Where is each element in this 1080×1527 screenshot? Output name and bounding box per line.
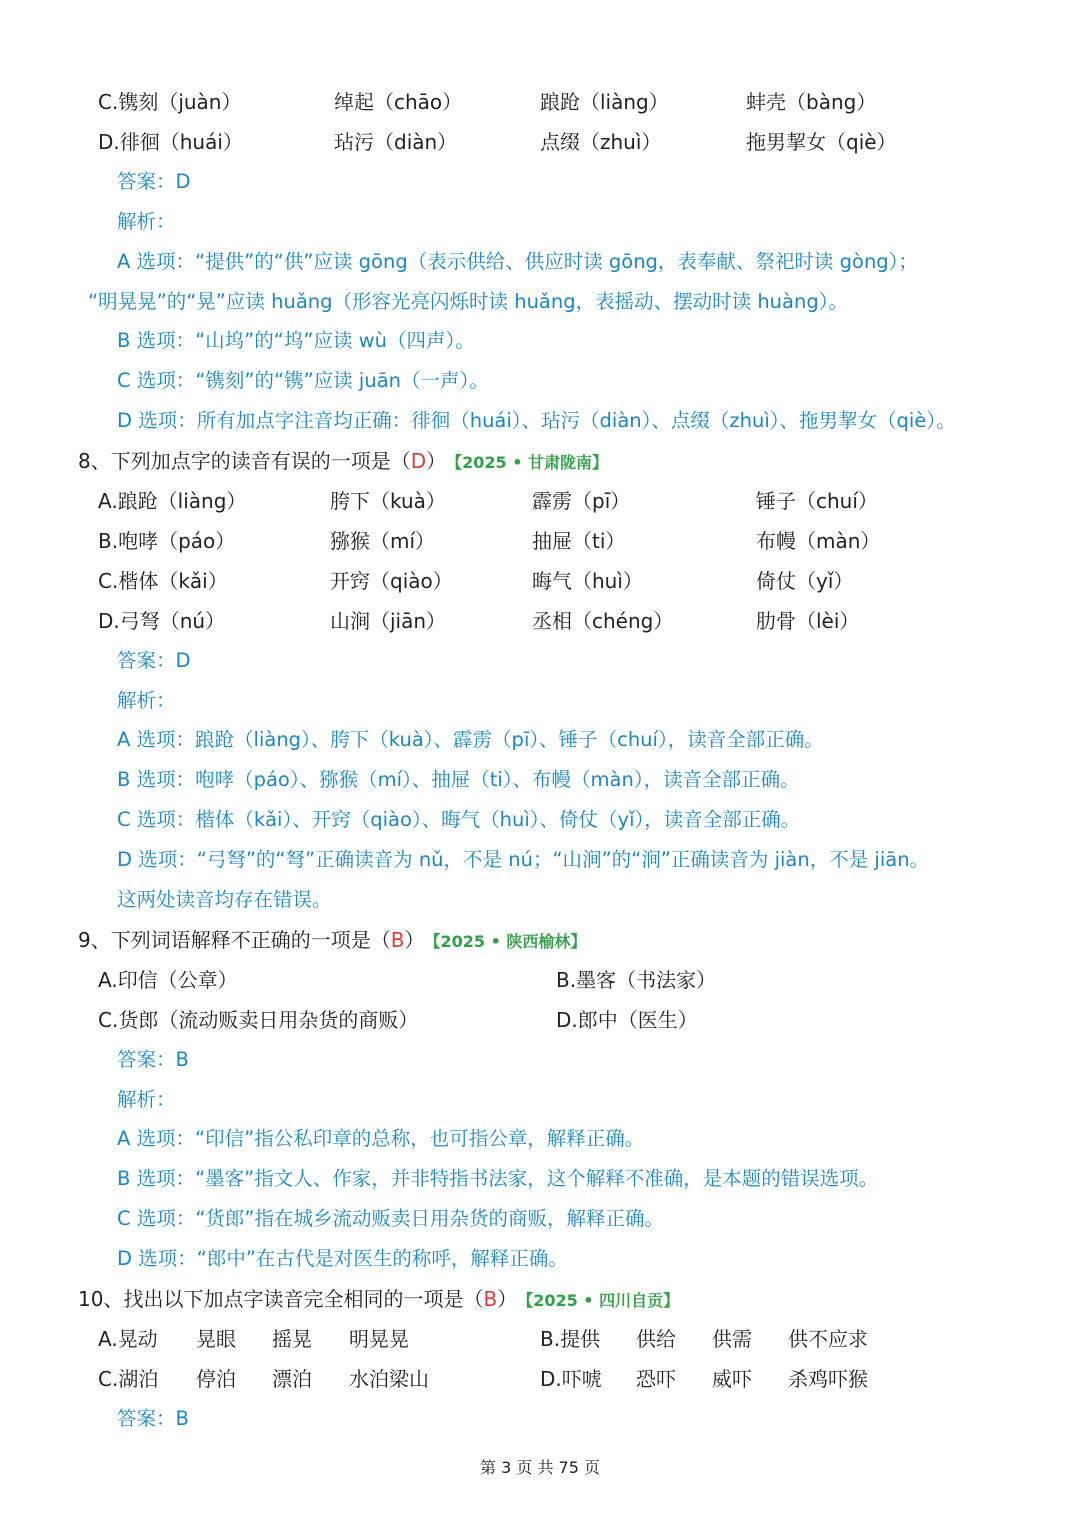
- analysis-line: A 选项：“提供”的“供”应读 gōng（表示供给、供应时读 gōng，表奉献、祭祀时读 gòng）；: [117, 249, 918, 273]
- analysis-line: 解析：: [117, 1087, 176, 1111]
- analysis-line: 这两处读音均存在错误。: [117, 888, 332, 911]
- option-item: 锤子（chuí）: [756, 489, 878, 513]
- option-item: 供需: [712, 1326, 752, 1351]
- question-answer: D: [410, 449, 427, 474]
- question-text: 10、找出以下加点字读音完全相同的一项是（: [78, 1287, 484, 1311]
- analysis-line: C 选项：“镌刻”的“镌”应读 juān（一声）。: [117, 369, 489, 393]
- option-item: D.郎中（医生）: [556, 1007, 698, 1032]
- option-item: 拖男挈女（qiè）: [746, 129, 897, 154]
- option-item: 供给: [636, 1326, 676, 1351]
- page-footer: 第 3 页 共 75 页: [480, 1458, 600, 1477]
- analysis-line: A 选项：“印信”指公私印章的总称，也可指公章，解释正确。: [117, 1127, 645, 1151]
- question-text: 8、下列加点字的读音有误的一项是（: [78, 449, 411, 474]
- option-item: 踉跄（liàng）: [540, 90, 669, 114]
- analysis-line: C 选项：“货郎”指在城乡流动贩卖日用杂货的商贩，解释正确。: [117, 1207, 665, 1231]
- option-item: C.货郎（流动贩卖日用杂货的商贩）: [98, 1007, 419, 1032]
- option-row: [0, 82, 1080, 122]
- option-row: [0, 561, 1080, 601]
- option-item: 猕猴（mí）: [330, 528, 436, 553]
- option-item: D.吓唬: [540, 1366, 602, 1391]
- question-stem: 10、找出以下加点字读音完全相同的一项是（B） 【2025 • 四川自贡】: [78, 1287, 680, 1311]
- option-row: [0, 481, 1080, 521]
- option-item: 漂泊: [272, 1366, 312, 1391]
- option-item: 肋骨（lèi）: [756, 608, 860, 633]
- option-item: B.墨客（书法家）: [556, 967, 717, 992]
- option-item: 玷污（diàn）: [334, 129, 458, 154]
- analysis-line: “明晃晃”的“晃”应读 huǎng（形容光亮闪烁时读 huǎng，表摇动、摆动时读 huàng）。: [88, 289, 848, 313]
- option-row: [0, 1359, 1080, 1399]
- option-item: C.楷体（kǎi）: [98, 568, 228, 593]
- option-item: 点缀（zhuì）: [540, 129, 662, 154]
- analysis-line: 答案：D: [117, 648, 191, 672]
- option-item: A.踉跄（liàng）: [98, 489, 247, 513]
- option-row: [0, 601, 1080, 641]
- option-item: C.镌刻（juàn）: [98, 90, 242, 114]
- source-tag: 【2025 • 四川自贡】: [525, 1291, 680, 1310]
- option-item: B.咆哮（páo）: [98, 528, 236, 553]
- option-item: 丞相（chéng）: [532, 608, 674, 633]
- option-row: [0, 122, 1080, 162]
- option-item: 杀鸡吓猴: [788, 1366, 868, 1391]
- option-item: 胯下（kuà）: [330, 489, 446, 513]
- analysis-line: 答案：B: [117, 1047, 189, 1071]
- option-item: 摇晃: [272, 1326, 312, 1351]
- option-item: A.印信（公章）: [98, 967, 238, 992]
- option-item: 倚仗（yǐ）: [756, 568, 854, 593]
- option-row: [0, 1319, 1080, 1359]
- analysis-line: 解析：: [117, 688, 176, 712]
- option-row: [0, 960, 1080, 1000]
- option-item: 晦气（huì）: [532, 568, 643, 593]
- analysis-line: 解析：: [117, 209, 176, 233]
- source-tag: 【2025 • 陕西榆林】: [432, 931, 587, 951]
- analysis-line: B 选项：咆哮（páo）、猕猴（mí）、抽屉（ti）、布幔（màn），读音全部正确。: [117, 768, 800, 792]
- option-item: 供不应求: [788, 1326, 868, 1351]
- option-item: 山涧（jiān）: [330, 608, 447, 633]
- option-item: A.晃动: [98, 1326, 158, 1351]
- analysis-line: D 选项：所有加点字注音均正确：徘徊（huái）、玷污（diàn）、点缀（zhuì）、拖男挈女（qiè）。: [117, 409, 956, 433]
- option-item: 绰起（chāo）: [334, 90, 463, 114]
- analysis-line: D 选项：“郎中”在古代是对医生的称呼，解释正确。: [117, 1247, 568, 1271]
- analysis-line: 答案：B: [117, 1406, 189, 1430]
- analysis-line: A 选项：踉跄（liàng）、胯下（kuà）、霹雳（pī）、锤子（chuí），读音全部正确。: [117, 728, 824, 752]
- option-item: 恐吓: [636, 1366, 676, 1391]
- option-item: 开窍（qiào）: [330, 568, 453, 593]
- question-text: 9、下列词语解释不正确的一项是（: [78, 927, 391, 952]
- option-item: 蚌壳（bàng）: [746, 90, 877, 114]
- question-answer: B: [390, 927, 405, 952]
- question-answer: B: [483, 1287, 498, 1311]
- analysis-line: B 选项：“山坞”的“坞”应读 wù（四声）。: [117, 329, 475, 353]
- question-stem: 8、下列加点字的读音有误的一项是（D） 【2025 • 甘肃陇南】: [78, 449, 609, 474]
- option-item: C.湖泊: [98, 1366, 159, 1391]
- option-item: 抽屉（ti）: [532, 528, 626, 553]
- question-stem: 9、下列词语解释不正确的一项是（B） 【2025 • 陕西榆林】: [78, 927, 587, 952]
- option-item: 停泊: [196, 1366, 236, 1391]
- option-row: [0, 521, 1080, 561]
- option-row: [0, 1000, 1080, 1040]
- option-item: 威吓: [712, 1366, 752, 1391]
- analysis-line: D 选项：“弓弩”的“弩”正确读音为 nǔ，不是 nú；“山涧”的“涧”正确读音为 jiàn，不是 jiān。: [117, 848, 930, 872]
- option-item: 霹雳（pī）: [532, 489, 631, 513]
- source-tag: 【2025 • 甘肃陇南】: [454, 453, 609, 473]
- option-item: 水泊梁山: [349, 1366, 429, 1391]
- option-item: 布幔（màn）: [756, 528, 881, 553]
- analysis-line: C 选项：楷体（kǎi）、开窍（qiào）、晦气（huì）、倚仗（yǐ），读音全部正确。: [117, 808, 801, 832]
- analysis-line: 答案：D: [117, 169, 191, 193]
- option-item: D.弓弩（nú）: [98, 608, 226, 633]
- option-item: 晃眼: [196, 1326, 236, 1351]
- option-item: B.提供: [540, 1326, 601, 1351]
- option-item: D.徘徊（huái）: [98, 129, 243, 154]
- analysis-line: B 选项：“墨客”指文人、作家，并非特指书法家，这个解释不准确，是本题的错误选项。: [117, 1167, 879, 1191]
- option-item: 明晃晃: [349, 1326, 409, 1351]
